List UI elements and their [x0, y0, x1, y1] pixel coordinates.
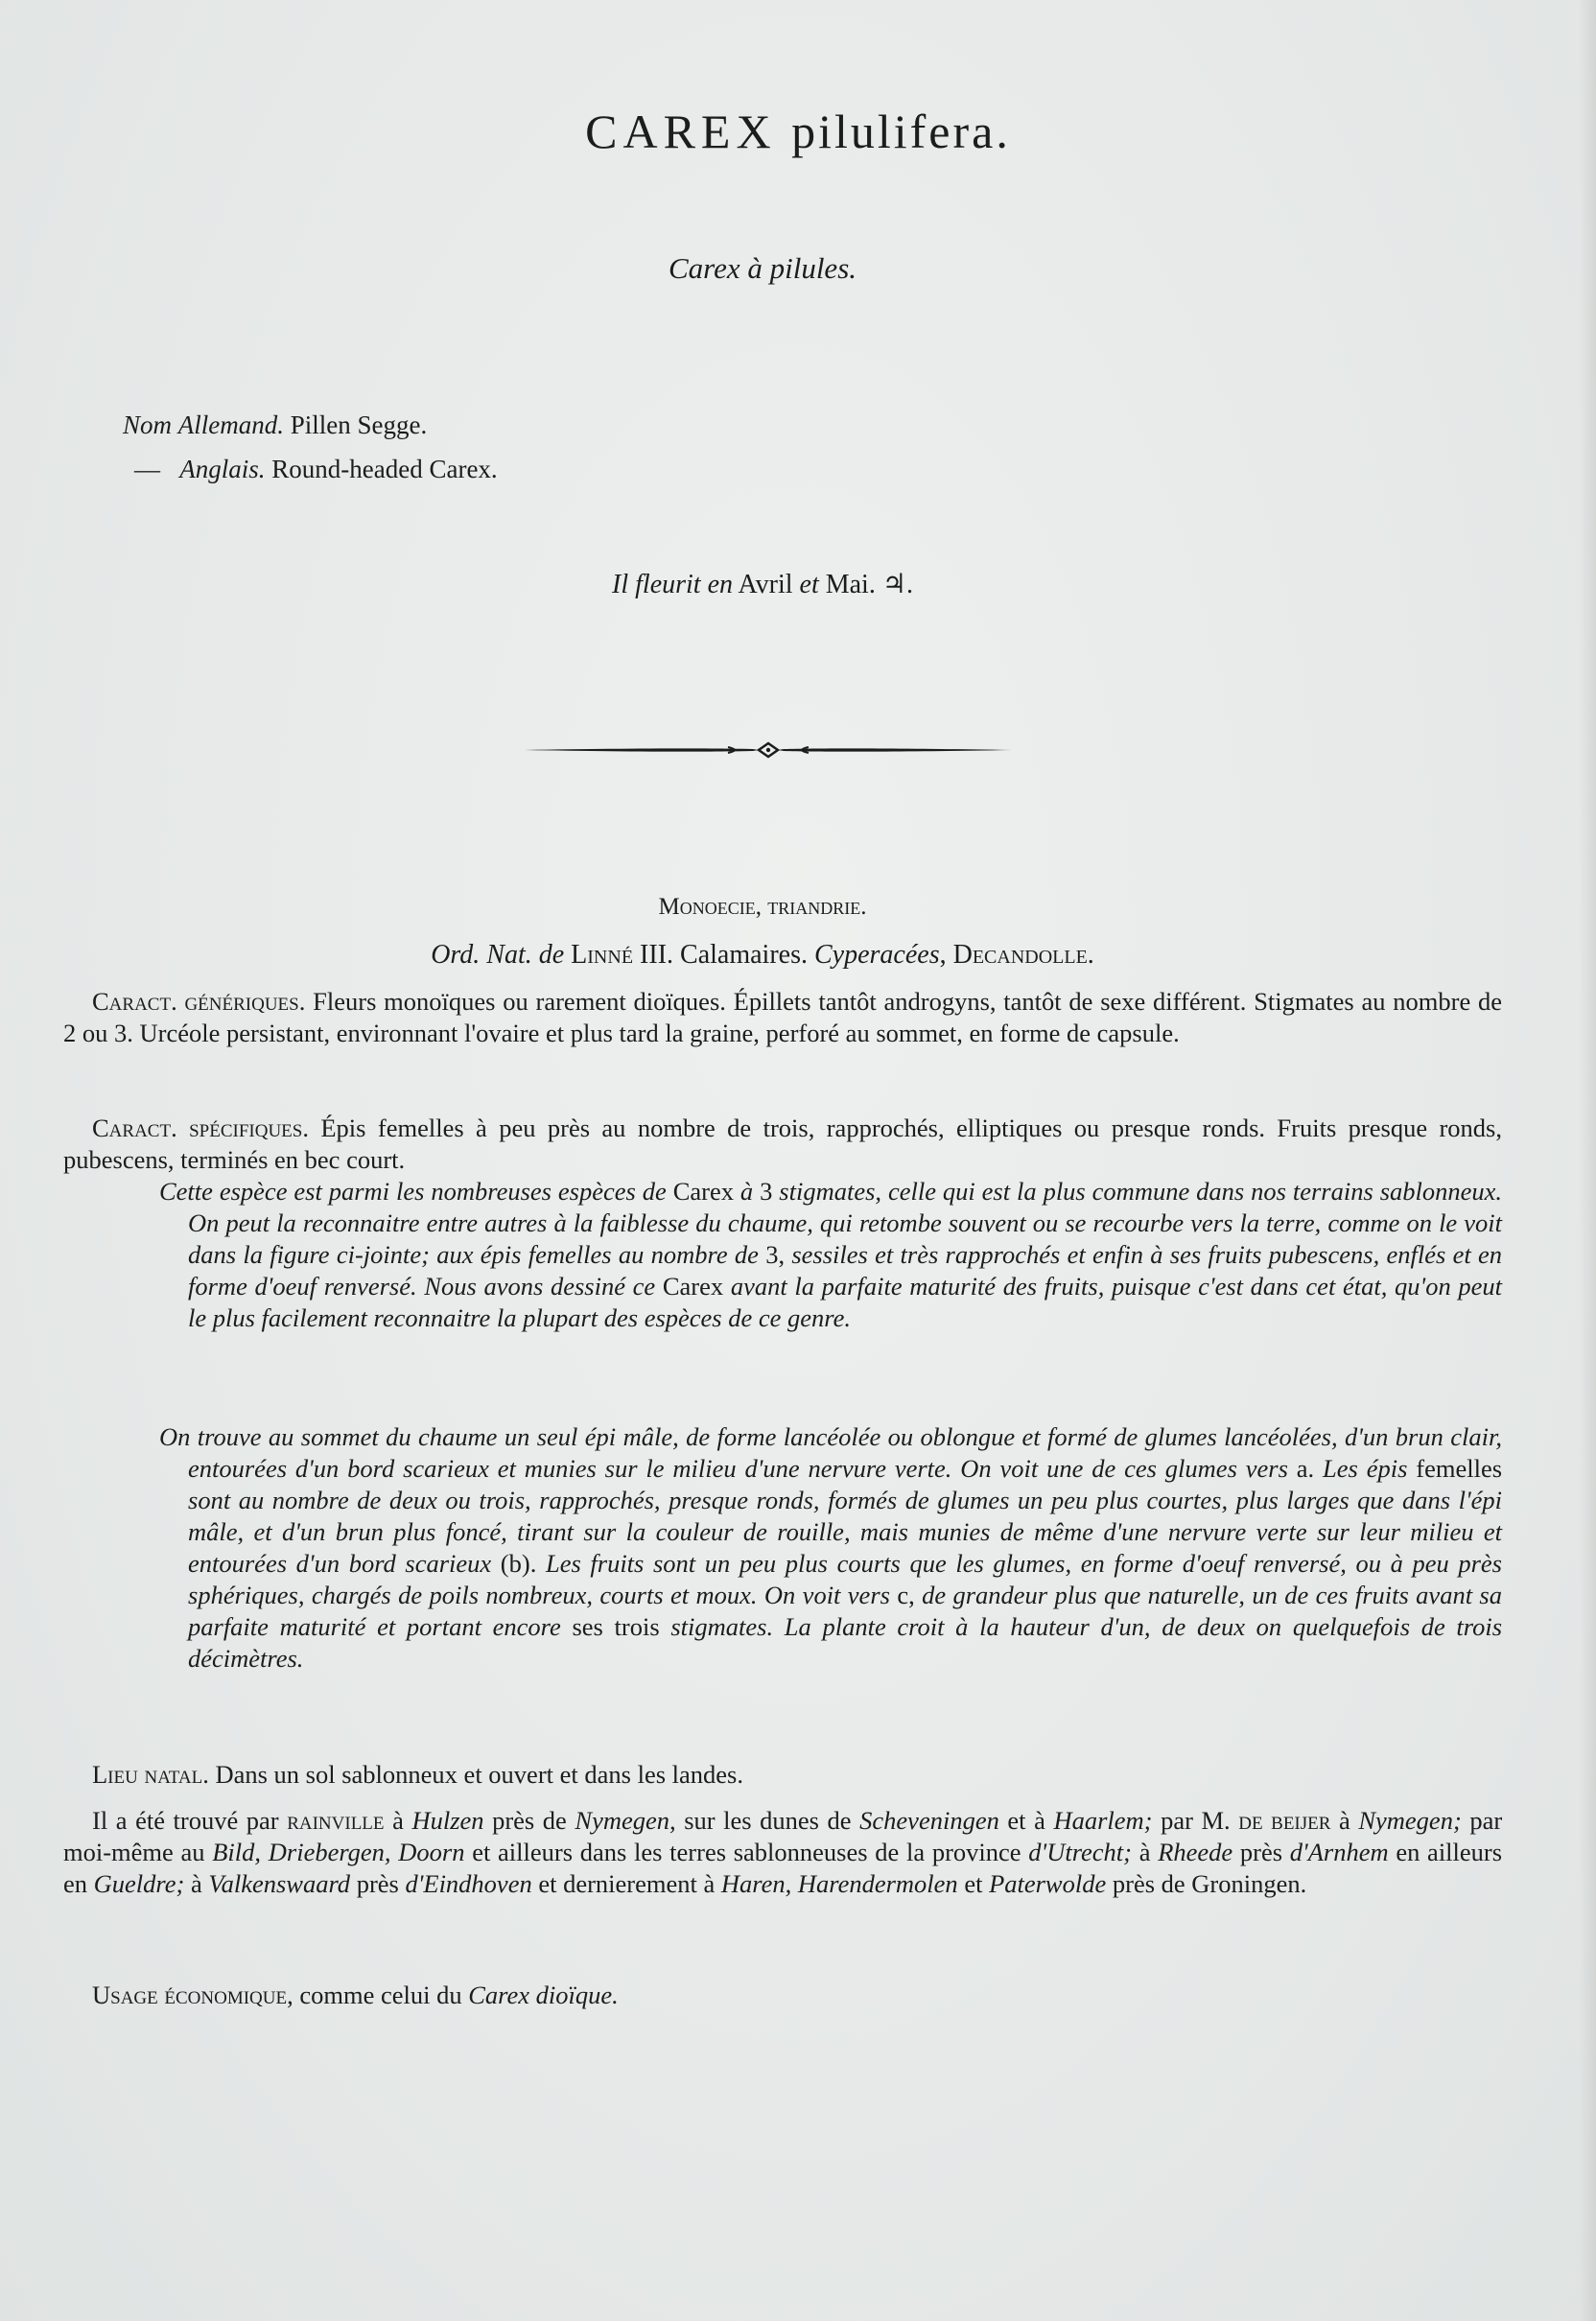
found-text: à: [392, 1806, 404, 1835]
name-value: Pillen Segge.: [290, 410, 428, 439]
desc-text: 3: [760, 1177, 773, 1206]
habitat-text: Dans un sol sablonneux et ouvert et dans les landes.: [215, 1760, 743, 1789]
usage-label: Usage économique,: [92, 1981, 293, 2009]
usage-text: comme celui du: [299, 1981, 462, 2009]
desc-text: a.: [1296, 1454, 1315, 1483]
flowering-lead: Il fleurit en: [612, 570, 734, 599]
flowering-month: Avril: [738, 570, 793, 599]
page-title: [0, 104, 1596, 159]
desc-text: stigmates, celle qui est la plus commune dans nos terrains sablonneux. On peut la reconnaitre entre autres à la faiblesse du chaume, qui retombe souvent ou se recourbe vers la terre, comme on le voit dans la figure ci-jointe; aux épis femelles au nombre de: [188, 1177, 1503, 1269]
found-text: sur les dunes de: [684, 1806, 852, 1835]
found-text: en ailleurs en: [63, 1838, 1503, 1898]
ord-author: Decandolle.: [952, 940, 1094, 970]
place-name: Nymegen,: [575, 1806, 676, 1835]
desc-text: Carex: [662, 1272, 724, 1301]
common-names: [123, 403, 498, 491]
desc-text: sessiles et très rapprochés et enfin à ses fruits pubescens, enflés et en forme d'oeuf renversé. Nous avons dessiné ce: [188, 1240, 1502, 1301]
found-text: Il a été trouvé par: [92, 1806, 279, 1835]
specific-characters: [63, 1113, 1502, 1176]
desc-text: à: [739, 1177, 754, 1206]
found-text: et: [964, 1869, 983, 1898]
name-language: Anglais.: [179, 455, 266, 483]
found-text: et à: [1007, 1806, 1045, 1835]
place-name: d'Utrecht;: [1028, 1838, 1132, 1866]
desc-text: Carex: [672, 1177, 734, 1206]
place-name: Groningen.: [1191, 1869, 1307, 1898]
flowering-month: Mai.: [825, 570, 876, 599]
specific-label: Caract. spécifiques.: [92, 1114, 309, 1142]
place-name: Bild, Driebergen, Doorn: [212, 1838, 465, 1866]
place-name: Haren, Harendermolen: [720, 1869, 958, 1898]
place-name: Valkenswaard: [208, 1869, 351, 1898]
place-name: Scheveningen: [859, 1806, 999, 1835]
name-prefix: Nom: [123, 410, 173, 439]
generic-characters: [63, 986, 1502, 1049]
desc-text: (b).: [500, 1549, 537, 1578]
place-name: d'Eindhoven: [405, 1869, 532, 1898]
found-text: par M.: [1161, 1806, 1231, 1835]
desc-text: avant la parfaite maturité des fruits, puisque c'est dans cet état, qu'on peut le plus facilement reconnaitre la plupart des espèces de ce genre.: [188, 1272, 1503, 1332]
ord-group: Calamaires.: [680, 940, 808, 970]
generic-label: Caract. génériques.: [92, 987, 306, 1016]
place-name: Rheede: [1158, 1838, 1233, 1866]
ord-author: Linné: [571, 940, 634, 970]
place-name: Haarlem;: [1053, 1806, 1153, 1835]
habitat-label: Lieu natal.: [92, 1760, 209, 1789]
found-text: près: [1239, 1838, 1283, 1866]
desc-text: c,: [897, 1581, 915, 1609]
place-name: Gueldre;: [93, 1869, 185, 1898]
name-value: Round-headed Carex.: [271, 455, 498, 483]
found-text: à: [190, 1869, 202, 1898]
page-edge-shadow: [1579, 0, 1596, 2321]
place-name: Paterwolde: [989, 1869, 1107, 1898]
order-line: Ord. Nat. de Linné III. Calamaires. Cyperacées, Decandolle.: [431, 940, 1094, 970]
collector-name: de beijer: [1238, 1806, 1331, 1835]
desc-text: stigmates. La plante croit à la hauteur d'un, de deux on quelquefois de trois décimètres.: [188, 1612, 1503, 1673]
description-paragraph-2: [159, 1421, 1502, 1675]
desc-text: ses trois: [572, 1612, 660, 1641]
usage-reference: Carex dioïque.: [468, 1981, 619, 2009]
classification-line: Monoecie, triandrie.: [658, 894, 867, 920]
habitat-paragraph: [63, 1759, 1502, 1791]
place-name: Nymegen;: [1358, 1806, 1462, 1835]
title-species: pilulifera.: [791, 105, 1011, 158]
page-subtitle: Carex à pilules.: [668, 251, 857, 285]
desc-text: Cette espèce est parmi les nombreuses espèces de: [159, 1177, 667, 1206]
desc-text: sont au nombre de deux ou trois, rapprochés, presque ronds, formés de glumes un peu plus courtes, plus larges que dans l'épi mâle, et d'un brun plus foncé, tirant sur la couleur de rouille, mais munies de même d'une nervure verte sur leur milieu et entourées d'un bord scarieux: [188, 1486, 1502, 1578]
desc-text: Les fruits sont un peu plus courts que les glumes, en forme d'oeuf renversé, ou à peu près sphériques, chargés de poils nombreux, courts et moux. On voit vers: [188, 1549, 1502, 1609]
name-german: [123, 403, 498, 447]
found-text: à: [1138, 1838, 1151, 1866]
ord-label: Nat.: [486, 940, 532, 970]
title-genus: CAREX: [585, 105, 777, 158]
collector-name: rainville: [287, 1806, 385, 1835]
ord-label: Ord.: [431, 940, 481, 970]
place-name: Hulzen: [411, 1806, 484, 1835]
name-prefix: —: [134, 455, 160, 483]
desc-text: femelles: [1416, 1454, 1503, 1483]
ord-de: de: [538, 940, 565, 970]
specific-text: Épis femelles à peu près au nombre de trois, rapprochés, elliptiques ou presque ronds. Fruits presque ronds, pubescens, terminés en bec court.: [63, 1114, 1502, 1174]
ord-family: Cyperacées: [813, 940, 940, 970]
desc-text: 3,: [765, 1240, 786, 1269]
place-name: d'Arnhem: [1289, 1838, 1389, 1866]
flowering-conj: et: [799, 570, 819, 599]
flowering-line: [0, 568, 1525, 600]
usage-paragraph: [63, 1980, 1502, 2011]
name-language: Allemand.: [177, 410, 284, 439]
ord-roman: III.: [640, 940, 674, 970]
found-text: et ailleurs dans les terres sablonneuses de la province: [472, 1838, 1021, 1866]
desc-text: de grandeur plus que naturelle, un de ces fruits avant sa parfaite maturité et portant encore: [188, 1581, 1502, 1641]
divider-flourish: [523, 738, 1014, 762]
generic-text: Fleurs monoïques ou rarement dioïques. Épillets tantôt androgyns, tantôt de sexe différent. Stigmates au nombre de 2 ou 3. Urcéole persistant, environnant l'ovaire et plus tard la graine, perforé au sommet, en forme de capsule.: [63, 987, 1503, 1047]
desc-text: On trouve au sommet du chaume un seul épi mâle, de forme lancéolée ou oblongue et formé de glumes lancéolées, d'un brun clair, entourées d'un bord scarieux et munies sur le milieu d'une nervure verte. On voit une de ces glumes vers: [159, 1422, 1502, 1483]
localities-paragraph: [63, 1805, 1502, 1900]
desc-text: Les épis: [1323, 1454, 1408, 1483]
found-text: près de: [1112, 1869, 1185, 1898]
perennial-symbol: ♃.: [881, 570, 913, 599]
name-english: [123, 447, 498, 491]
description-paragraph-1: [159, 1176, 1502, 1334]
found-text: près: [356, 1869, 399, 1898]
found-text: par moi-même au: [63, 1806, 1503, 1866]
found-text: à: [1339, 1806, 1350, 1835]
found-text: et dernierement à: [538, 1869, 716, 1898]
found-text: près de: [492, 1806, 567, 1835]
